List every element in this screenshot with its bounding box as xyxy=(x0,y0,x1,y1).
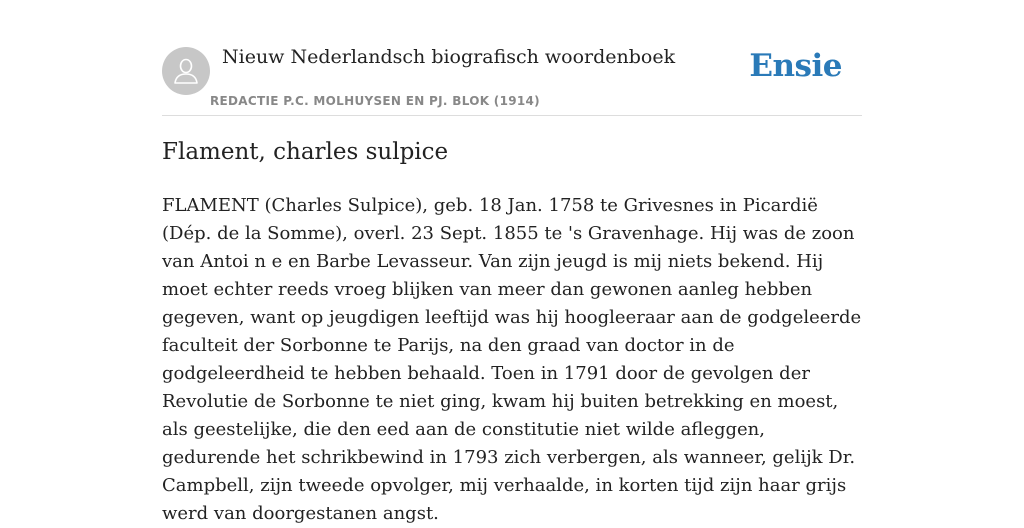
entry-body: FLAMENT (Charles Sulpice), geb. 18 Jan. 1758 te Grivesnes in Picardië (Dép. de la Somme), overl. 23 Sept. 1855 te 's Gravenhage. Hij was de zoon van Antoi n e en Barbe Levasseur. Van zijn jeugd is mij niets bekend. Hij moet echter reeds vroeg blijken van meer dan gewonen aanleg hebben gegeven, want op jeugdigen leeftijd was hij hoogleeraar aan de godgeleerde faculteit der Sorbonne te Parijs, na den graad van doctor in de godgeleerdheid te hebben behaald. Toen in 1791 door de gevolgen der Revolutie de Sorbonne te niet ging, kwam hij buiten betrekking en moest, als geestelijke, die den eed aan de constitutie niet wilde afleggen, gedurende het schrikbewind in 1793 zich verbergen, als wanneer, gelijk Dr. Campbell, zijn tweede opvolger, mij verhaalde, in korten tijd zijn haar grijs werd van doorgestanen angst. xyxy=(162,195,862,524)
ensie-logo[interactable]: Ensie xyxy=(749,48,842,84)
user-silhouette-icon xyxy=(173,57,199,85)
entry-title: Flament, charles sulpice xyxy=(162,139,449,165)
source-editors: REDACTIE P.C. MOLHUYSEN EN PJ. BLOK (1914) xyxy=(210,94,540,108)
source-header xyxy=(162,44,862,116)
source-avatar[interactable] xyxy=(162,47,210,95)
source-title[interactable]: Nieuw Nederlandsch biografisch woordenboek xyxy=(222,46,676,68)
